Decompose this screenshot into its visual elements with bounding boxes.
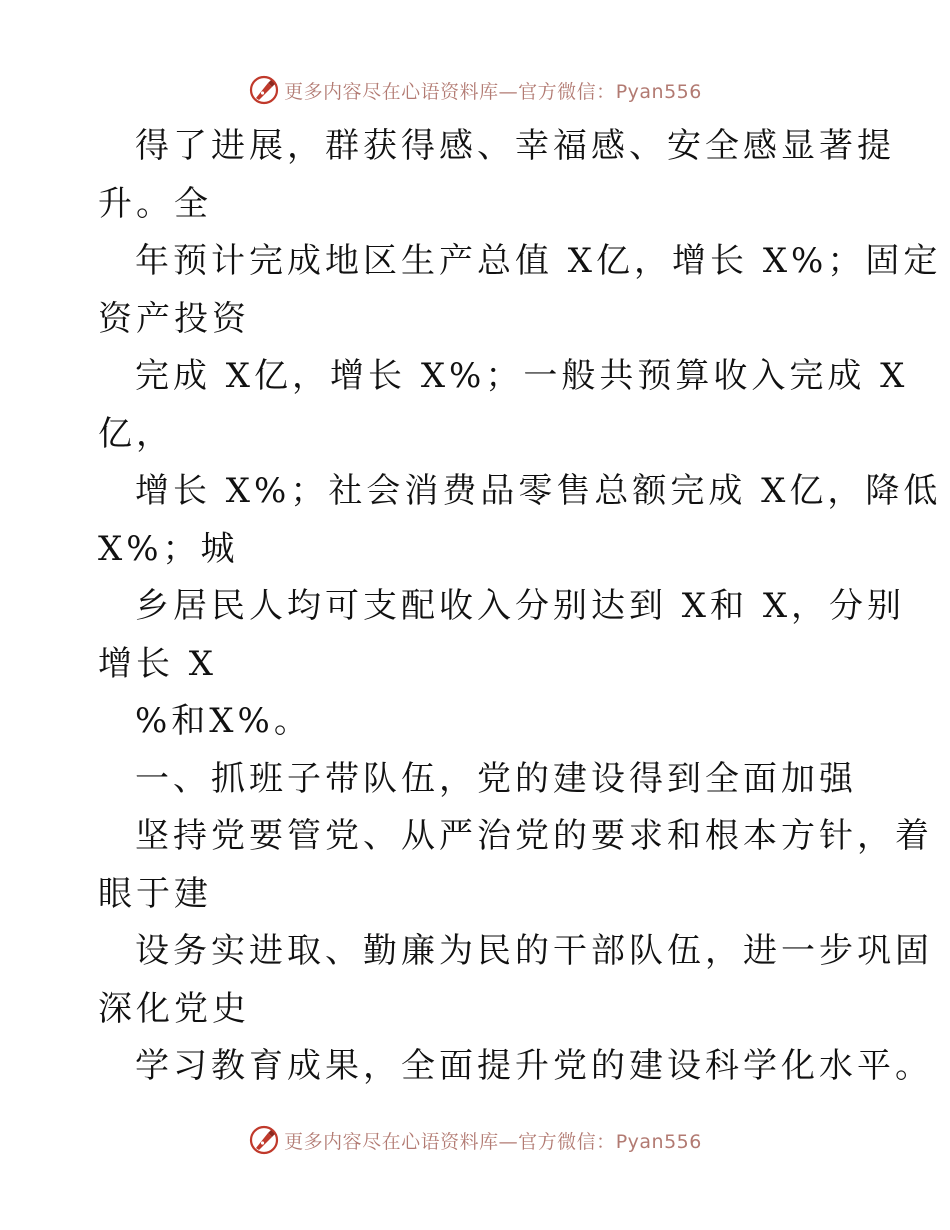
text-line: 乡居民人均可支配收入分别达到 X和 X，分别 [135, 586, 906, 626]
text-line: X%；城 [98, 528, 239, 569]
text-line: 一、抓班子带队伍，党的建设得到全面加强 [135, 758, 857, 799]
footer-banner [0, 1120, 950, 1160]
text-line: 亿， [98, 413, 174, 454]
text-line: 眼于建 [98, 873, 212, 914]
header-wechat-id: Pyan556 [615, 80, 702, 103]
text-line: %和X%。 [135, 701, 312, 741]
text-line: 设务实进取、勤廉为民的干部队伍，进一步巩固 [135, 931, 933, 971]
header-dash: — [498, 80, 519, 103]
footer-dash: — [498, 1130, 519, 1153]
header-banner [0, 70, 950, 110]
footer-promo-text [284, 1127, 702, 1154]
pen-nib-logo-icon [248, 74, 280, 106]
header-wechat-label: 官方微信： [518, 80, 616, 103]
footer-wechat-id: Pyan556 [615, 1130, 702, 1153]
header-site-text: 更多内容尽在心语资料库 [284, 80, 499, 103]
body-text [98, 118, 942, 1096]
pen-nib-logo-icon [248, 1124, 280, 1156]
text-line: 年预计完成地区生产总值 X亿，增长 X%；固定 [135, 241, 942, 281]
text-line: 完成 X亿，增长 X%；一般共预算收入完成 X [135, 356, 909, 396]
text-line: 增长 X%；社会消费品零售总额完成 X亿，降低 [135, 471, 942, 511]
text-line: 深化党史 [98, 988, 250, 1029]
header-promo-text [284, 77, 702, 104]
footer-wechat-label: 官方微信： [518, 1130, 616, 1153]
text-line: 学习教育成果，全面提升党的建设科学化水平。 [135, 1046, 933, 1086]
text-line: 坚持党要管党、从严治党的要求和根本方针，着 [135, 816, 933, 856]
text-line: 升。全 [98, 183, 212, 224]
text-line: 资产投资 [98, 298, 250, 339]
text-line: 得了进展，群获得感、幸福感、安全感显著提 [135, 126, 895, 166]
footer-site-text: 更多内容尽在心语资料库 [284, 1130, 499, 1153]
text-line: 增长 X [98, 643, 218, 684]
